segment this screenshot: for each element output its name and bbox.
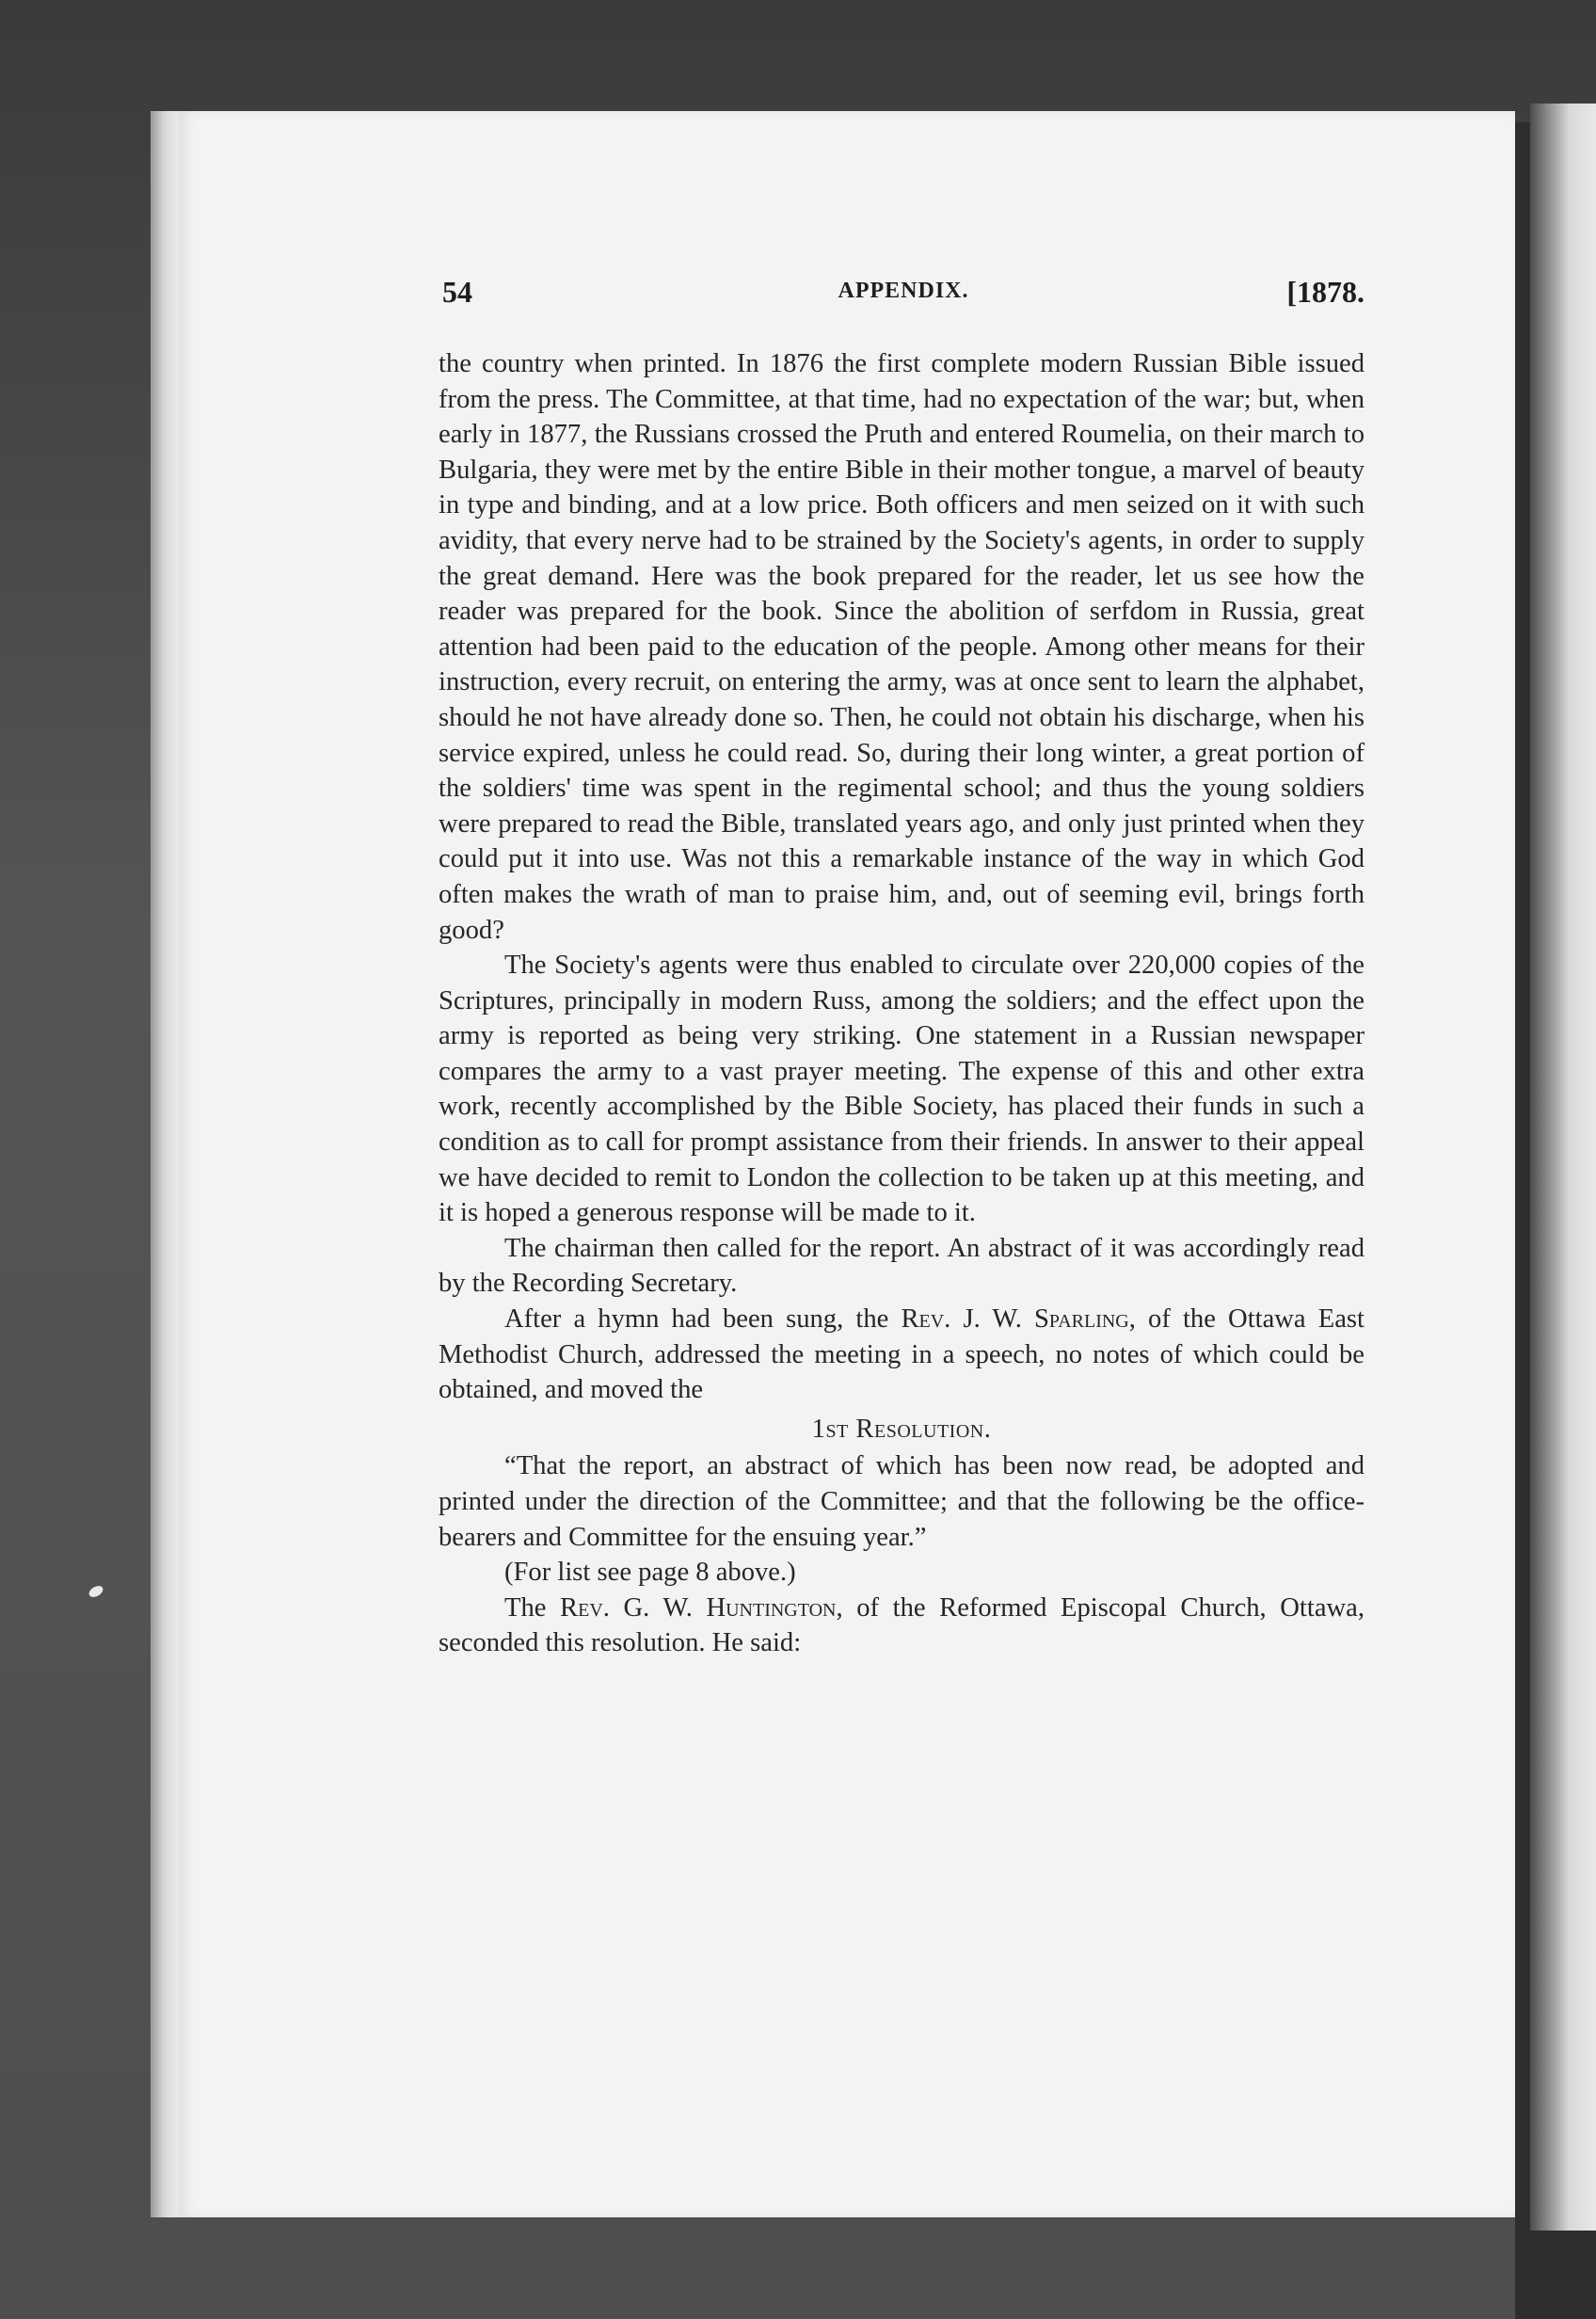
page-number: 54 xyxy=(442,275,472,309)
speaker-name: Rev. J. W. Sparling xyxy=(901,1304,1129,1335)
paragraph-huntington xyxy=(439,1591,1365,1661)
running-title: APPENDIX. xyxy=(838,279,969,303)
resolution-text: “That the report, an abstract of which has been now read, be adopted and printed under the direction of the Committee; and that the following be the office-bearers and Committee for the ensuing year.” xyxy=(439,1451,1365,1552)
speaker-name: Rev. G. W. Huntington xyxy=(560,1592,837,1623)
paragraph-sparling xyxy=(439,1302,1365,1408)
paragraph-text: The xyxy=(504,1592,561,1623)
facing-page-edge xyxy=(1530,104,1596,2231)
running-header xyxy=(442,275,1365,322)
paragraph-text: , of the Reformed Episcopal Church, Ottawa, seconded this resolution. He said: xyxy=(439,1592,1365,1658)
paragraph-text: , of the Ottawa East Methodist Church, addressed the meeting in a speech, no notes of which could be obtained, and moved the xyxy=(439,1304,1365,1405)
paragraph-society-agents: The Society's agents were thus enabled to circulate over 220,000 copies of the Scriptures, principally in modern Russ, among the soldiers; and the effect upon the army is reported as being very striking. One statement in a Russian newspaper compares the army to a vast prayer meeting. The expense of this and other extra work, recently accomplished by the Bible Society, has placed their funds in such a condition as to call for prompt assistance from their friends. In answer to their appeal we have decided to remit to London the collection to be taken up at this meeting, and it is hoped a generous response will be made to it. xyxy=(439,951,1365,1228)
paragraph-list-note: (For list see page 8 above.) xyxy=(504,1558,796,1588)
body-text xyxy=(439,346,1365,1661)
paragraph-chairman: The chairman then called for the report. An abstract of it was accordingly read by the Recording Secretary. xyxy=(439,1233,1365,1299)
paragraph-continuation: the country when printed. In 1876 the first complete modern Russian Bible issued from the press. The Committee, at that time, had no expectation of the war; but, when early in 1877, the Russians crossed the Pruth and entered Roumelia, on their march to Bulgaria, they were met by the entire Bible in their mother tongue, a marvel of beauty in type and binding, and at a low price. Both officers and men seized on it with such avidity, that every nerve had to be strained by the Society's agents, in order to supply the great demand. Here was the book prepared for the reader, let us see how the reader was prepared for the book. Since the abolition of serfdom in Russia, great attention had been paid to the education of the people. Among other means for their instruction, every recruit, on entering the army, was at once sent to learn the alphabet, should he not have already done so. Then, he could not obtain his discharge, when his service expired, unless he could read. So, during their long winter, a great portion of the soldiers' time was spent in the regimental school; and thus the young soldiers were prepared to read the Bible, translated years ago, and only just printed when they could put it into use. Was not this a remarkable instance of the way in which God often makes the wrath of man to praise him, and, out of seeming evil, brings forth good? xyxy=(439,349,1365,945)
paragraph-text: After a hymn had been sung, the xyxy=(504,1304,902,1335)
resolution-heading: 1st Resolution. xyxy=(811,1414,992,1444)
header-year: [1878. xyxy=(1286,275,1365,309)
